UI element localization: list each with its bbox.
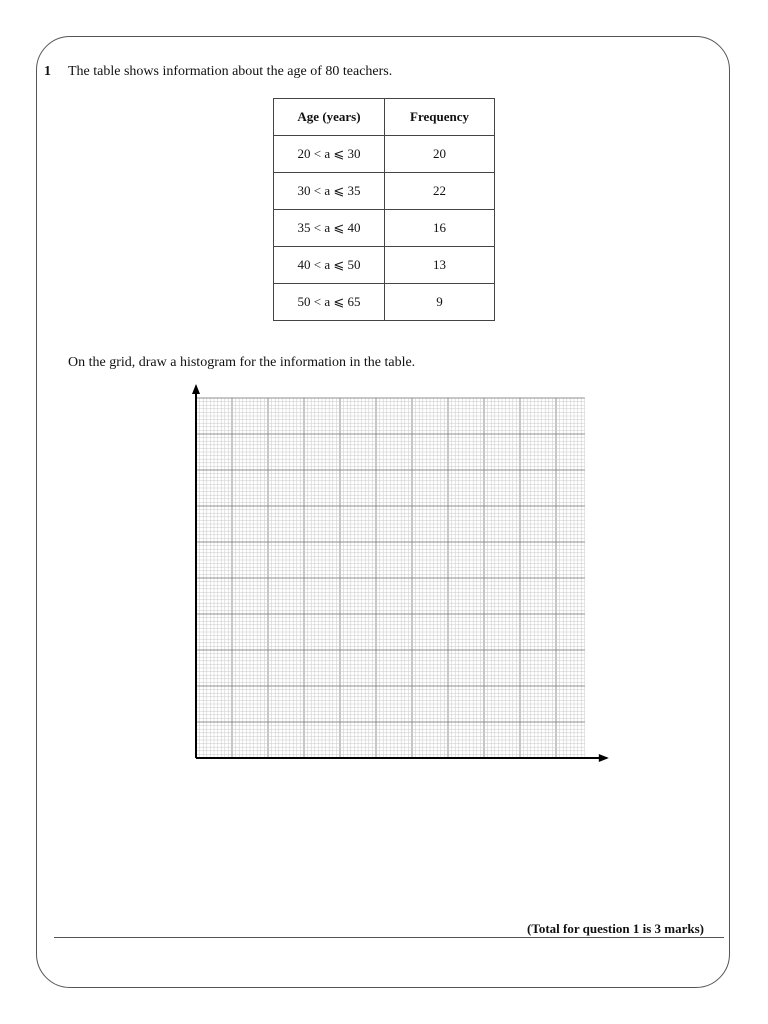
question-number: 1	[44, 64, 51, 79]
total-marks: (Total for question 1 is 3 marks)	[527, 921, 704, 936]
age-header: Age (years)	[274, 99, 385, 136]
question-text: The table shows information about the age of 80 teachers.	[68, 64, 393, 79]
age-cell: 40 < a ⩽ 50	[274, 247, 385, 284]
table-row	[274, 247, 495, 284]
y-axis-arrow	[192, 384, 200, 394]
frequency-cell: 9	[385, 284, 495, 321]
frequency-cell: 22	[385, 173, 495, 210]
table-row	[274, 210, 495, 247]
age-cell: 35 < a ⩽ 40	[274, 210, 385, 247]
age-cell: 50 < a ⩽ 65	[274, 284, 385, 321]
age-cell: 30 < a ⩽ 35	[274, 173, 385, 210]
instruction-text: On the grid, draw a histogram for the information in the table.	[68, 355, 416, 370]
histogram-grid[interactable]	[180, 382, 610, 772]
frequency-cell: 16	[385, 210, 495, 247]
age-cell: 20 < a ⩽ 30	[274, 136, 385, 173]
table-row	[274, 136, 495, 173]
frequency-table	[273, 98, 495, 321]
frequency-cell: 20	[385, 136, 495, 173]
table-header-row	[274, 99, 495, 136]
frequency-header: Frequency	[385, 99, 495, 136]
table-row	[274, 173, 495, 210]
frequency-cell: 13	[385, 247, 495, 284]
table-row	[274, 284, 495, 321]
x-axis-arrow	[599, 754, 609, 762]
footer-rule	[54, 937, 724, 938]
